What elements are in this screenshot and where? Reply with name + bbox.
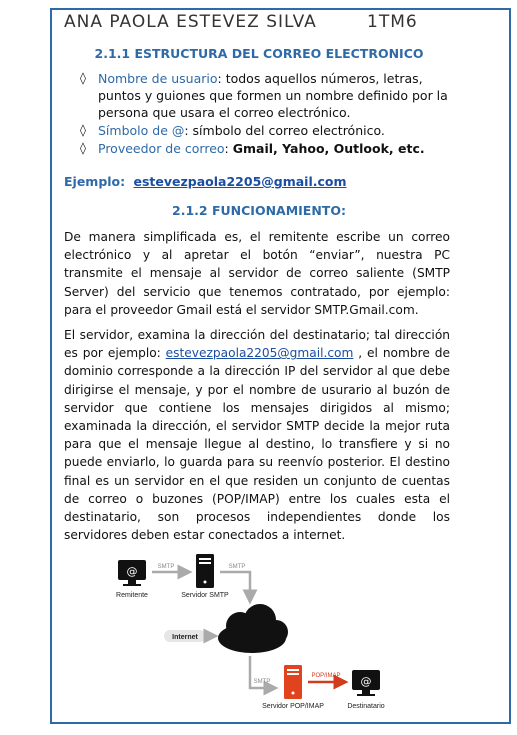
list-item xyxy=(80,140,450,157)
diamond-bullet-icon: ◊ xyxy=(80,141,86,155)
smtp-server-label: Servidor SMTP xyxy=(181,592,229,599)
paragraph-2-end: , el nombre de dominio corresponde a la dirección IP del servidor al que debe dirigirse el mensaje, y por el nombre de usurario al buzón de servidor que contiene los mensajes dirigidos al mismo; examinada la dirección, el servidor SMTP decide la mejor ruta para que el mensaje llegue al destino, lo transfiere y si no puede enviarlo, lo guarda para su reenvío posterior. El destino final es un servidor en el que residen un conjunto de cuentas de correo o buzones (POP/IMAP) entre los cuales esta el destinatario, son procesos independientes donde los servidores deben estar conectados a internet. xyxy=(64,346,450,543)
list-text: : todos aquellos números, letras, puntos y guiones que formen un nombre definido por la persona que usara el correo electrónico. xyxy=(98,71,448,120)
diamond-bullet-icon: ◊ xyxy=(80,123,86,137)
pop-imap-server-label: Servidor POP/IMAP xyxy=(262,703,324,710)
svg-text:@: @ xyxy=(126,565,138,578)
paragraph-2 xyxy=(64,326,450,544)
paragraph-2-start: El servidor, examina la dirección del destinatario; tal dirección es por ejemplo: xyxy=(64,328,450,361)
sender-label: Remitente xyxy=(116,592,148,599)
paragraph-1: De manera simplificada es, el remitente escribe un correo electrónico y al apretar el botón “enviar”, nuestra PC transmite el mensaje al servidor de correo saliente (SMTP Server) del servicio que tenemos contratado, por ejemplo: para el proveedor Gmail está el servidor SMTP.Gmail.com. xyxy=(64,230,450,317)
recipient-label: Destinatario xyxy=(347,703,385,710)
list-text: : xyxy=(224,141,233,156)
smtp-arrow-label: SMTP xyxy=(157,564,175,570)
internet-label: Internet xyxy=(172,634,198,641)
section-title-structure: 2.1.1 ESTRUCTURA DEL CORREO ELECTRONICO xyxy=(94,46,424,61)
example-line xyxy=(64,174,347,189)
email-flow-diagram xyxy=(100,550,400,718)
group-code: 1TM6 xyxy=(367,12,418,32)
smtp-server-icon xyxy=(196,554,214,588)
example-email-link[interactable]: estevezpaola2205@gmail.com xyxy=(133,174,347,189)
list-term: Símbolo de @ xyxy=(98,123,185,138)
list-text: : símbolo del correo electrónico. xyxy=(184,123,385,138)
list-item xyxy=(80,122,450,139)
list-term: Proveedor de correo xyxy=(98,141,225,156)
section-title-function: 2.1.2 FUNCIONAMIENTO: xyxy=(172,203,346,218)
structure-list xyxy=(80,70,450,158)
smtp-arrow-label-3: SMTP xyxy=(253,679,271,685)
list-strong: Gmail, Yahoo, Outlook, etc. xyxy=(232,141,425,156)
pop-imap-arrow-label: POP/IMAP xyxy=(311,673,341,679)
list-item xyxy=(80,70,450,121)
cloud-icon xyxy=(218,604,288,653)
recipient-monitor-icon xyxy=(352,670,380,696)
example-label: Ejemplo: xyxy=(64,174,126,189)
page-header xyxy=(64,12,494,34)
diamond-bullet-icon: ◊ xyxy=(80,71,86,85)
list-term: Nombre de usuario xyxy=(98,71,218,86)
pop-imap-server-icon xyxy=(284,665,302,699)
smtp-arrow-label-2: SMTP xyxy=(228,564,246,570)
author-name: ANA PAOLA ESTEVEZ SILVA xyxy=(64,12,317,32)
paragraph-email-link[interactable]: estevezpaola2205@gmail.com xyxy=(165,346,354,361)
svg-text:@: @ xyxy=(360,675,372,688)
sender-monitor-icon xyxy=(118,560,146,586)
